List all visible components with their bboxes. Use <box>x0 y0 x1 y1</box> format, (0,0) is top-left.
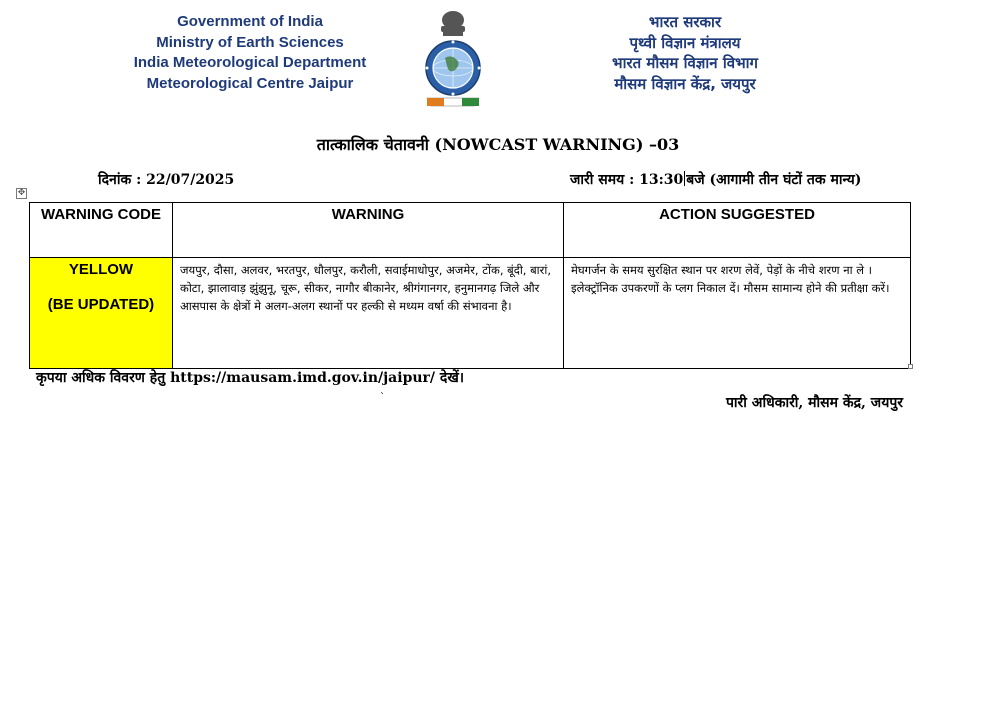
header-hindi-line-2: पृथ्वी विज्ञान मंत्रालय <box>629 33 741 52</box>
signature: पारी अधिकारी, मौसम केंद्र, जयपुर <box>725 395 903 411</box>
header-warning: WARNING <box>173 203 564 258</box>
issue-time-prefix: जारी समय : 13:30 <box>570 172 684 188</box>
header-hindi-line-4: मौसम विज्ञान केंद्र, जयपुर <box>614 74 756 93</box>
table-header-row <box>30 203 911 258</box>
imd-emblem-icon <box>421 6 485 112</box>
header-action-suggested: ACTION SUGGESTED <box>564 203 911 258</box>
header-english <box>100 12 400 94</box>
header-english-line-1: Government of India <box>177 13 323 30</box>
warning-table <box>29 202 911 369</box>
header-hindi-line-1: भारत सरकार <box>648 13 722 31</box>
issue-date: दिनांक : 22/07/2025 <box>98 172 235 188</box>
header-hindi <box>560 12 810 94</box>
header-english-line-2: Ministry of Earth Sciences <box>156 33 344 51</box>
warning-text-cell: जयपुर, दौसा, अलवर, भरतपुर, धौलपुर, करौली, सवाईमाधोपुर, अजमेर, टोंक, बूंदी, बारां, कोटा, झालावाड़ झुंझुनू, चूरू, सीकर, नागौर बीकानेर, श्रीगंगानगर, हनुमानगढ़ जिले और आसपास के क्षेत्रों मे अलग-अलग स्थानों पर हल्की से मध्यम वर्षा की संभावना है। <box>173 258 564 369</box>
issue-time-suffix: बजे (आगामी तीन घंटों तक मान्य) <box>686 172 862 188</box>
header-english-line-3: India Meteorological Department <box>133 54 367 71</box>
stray-mark: ` <box>380 392 385 403</box>
header-english-line-4: Meteorological Centre Jaipur <box>146 74 354 92</box>
warning-code-cell <box>30 258 173 369</box>
warning-code-note: (BE UPDATED) <box>47 296 155 313</box>
header-hindi-line-3: भारत मौसम विज्ञान विभाग <box>612 54 758 72</box>
table-row <box>30 258 911 369</box>
warning-code-level: YELLOW <box>68 261 134 278</box>
more-info-prefix: कृपया अधिक विवरण हेतु <box>36 370 171 386</box>
document-title: तात्कालिक चेतावनी (NOWCAST WARNING) –03 <box>316 135 680 154</box>
table-move-handle-icon[interactable]: ✥ <box>17 188 26 198</box>
header-warning-code: WARNING CODE <box>30 203 173 258</box>
more-info-link[interactable]: https://mausam.imd.gov.in/jaipur/ <box>170 370 436 386</box>
table-resize-handle-icon[interactable] <box>908 364 913 369</box>
more-info-suffix: देखें। <box>435 370 465 386</box>
more-info-line <box>36 368 464 387</box>
issue-time <box>570 170 861 189</box>
action-text-cell: मेघगर्जन के समय सुरक्षित स्थान पर शरण लेवें, पेड़ों के नीचे शरण ना ले । इलेक्ट्रॉनिक उपकरणों के प्लग निकाल दें। मौसम सामान्य होने की प्रतीक्षा करें। <box>564 258 911 369</box>
